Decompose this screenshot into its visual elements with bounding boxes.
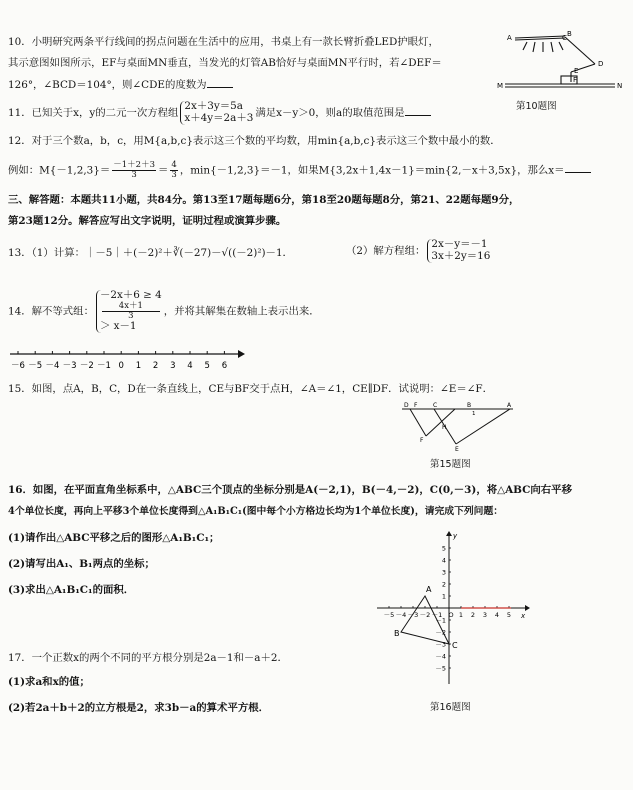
q16-label-c: C bbox=[452, 641, 458, 650]
q16-x-tick-label: －4 bbox=[395, 611, 407, 619]
q16-sub1: (1)请作出△ABC平移之后的图形△A₁B₁C₁； bbox=[8, 532, 220, 544]
q12-ex-num: －1＋2＋3 bbox=[113, 160, 155, 170]
q15-label-b: B bbox=[467, 402, 472, 409]
q14-ineq2-fraction bbox=[102, 302, 160, 321]
q12-ex-fraction bbox=[112, 161, 156, 180]
section3-line2: 第23题12分。解答应写出文字说明，证明过程或演算步骤。 bbox=[8, 215, 287, 227]
q13-part2 bbox=[346, 239, 492, 263]
q12-ex-eq: ＝ bbox=[158, 164, 169, 177]
q14-tick-label: －3 bbox=[62, 361, 77, 371]
q16-x-tick-label: 3 bbox=[482, 611, 488, 619]
q13-eq1: 2x－y＝－1 bbox=[431, 238, 488, 250]
q16-y-tick-label: 4 bbox=[441, 556, 446, 565]
q16-x-tick-label: －3 bbox=[407, 611, 419, 619]
q14-tick-label: －6 bbox=[11, 361, 25, 371]
q12-ex-value bbox=[170, 161, 177, 180]
q16-x-tick-label: 5 bbox=[506, 611, 512, 619]
q16-axis-y: y bbox=[453, 532, 458, 540]
q13-system bbox=[427, 239, 490, 263]
q15-label-1: 1 bbox=[472, 411, 476, 417]
q12-ex-val-den: 3 bbox=[171, 169, 177, 180]
q16-x-tick-label: －5 bbox=[383, 611, 395, 619]
q14-tick-label: －4 bbox=[45, 361, 60, 371]
q15-caption: 第15题图 bbox=[430, 459, 471, 470]
q15-label-f-top: F bbox=[414, 402, 418, 409]
q16-x-tick-label: 2 bbox=[470, 611, 476, 619]
q16-sub3: (3)求出△A₁B₁C₁的面积． bbox=[8, 584, 135, 596]
q12-ex-rest: ，min{－1,2,3}＝－1，如果M{3,2x＋1,4x－1}＝min{2,－x＋3,5x}，那么x＝ bbox=[179, 164, 565, 177]
q17-sub1: (1)求a和x的值； bbox=[8, 676, 90, 688]
q10-line3-text: 126°，∠BCD＝104°，则∠CDE的度数为 bbox=[8, 79, 207, 91]
q10-answer-blank[interactable] bbox=[207, 78, 233, 88]
q12-ex-den: 3 bbox=[131, 169, 137, 180]
q10-line1: 10．小明研究两条平行线间的拐点问题在生活中的应用，书桌上有一款长臂折叠LED护眼灯， bbox=[8, 36, 439, 48]
q14-tick-label: 0 bbox=[118, 361, 124, 371]
q16-line2: 4个单位长度，再向上平移3个单位长度得到△A₁B₁C₁(图中每个小方格边长均为1个单位长度)，请完成下列问题： bbox=[8, 506, 504, 517]
q14-tick-label: 5 bbox=[204, 361, 210, 371]
q12-ex-prefix: 例如：M{－1,2,3}＝ bbox=[8, 164, 111, 177]
q16-y-tick-label: 2 bbox=[441, 580, 446, 589]
q16-y-tick-label: 3 bbox=[441, 568, 446, 577]
q12-line1: 12．对于三个数a，b，c，用M{a,b,c}表示这三个数的平均数，用min{a,b,c}表示这三个数中最小的数． bbox=[8, 135, 501, 147]
q16-x-tick-label: －1 bbox=[431, 611, 443, 619]
q10-label-f: F bbox=[573, 76, 578, 84]
q16-y-tick-label: －4 bbox=[435, 652, 446, 661]
q16-x-tick-label: 4 bbox=[494, 611, 500, 619]
q14-tick-label: －1 bbox=[97, 361, 111, 371]
q10-caption: 第10题图 bbox=[516, 101, 557, 112]
q10-line2: 其示意图如图所示，EF与桌面MN垂直，当发光的灯管AB恰好与桌面MN平行时，若∠DEF＝ bbox=[8, 57, 442, 69]
q14-tick-label: 2 bbox=[152, 361, 159, 371]
q10-label-c: C bbox=[562, 34, 567, 42]
q12-ex-val-num: 4 bbox=[171, 160, 177, 170]
q16-y-tick-label: 5 bbox=[441, 544, 446, 553]
q16-y-tick-label: －5 bbox=[435, 664, 446, 673]
q15-label-h: H bbox=[442, 424, 447, 431]
q13-part1: 13．（1）计算：｜－5｜＋(－2)²＋∛(－27)－√((－2)²)－1． bbox=[8, 247, 293, 259]
q14-ineq2-rest: ＞ x－1 bbox=[99, 319, 137, 332]
q10-line3 bbox=[8, 78, 233, 91]
q16-x-tick-label: －2 bbox=[419, 611, 431, 619]
q14-system bbox=[96, 290, 162, 333]
q16-line1: 16．如图，在平面直角坐标系中，△ABC三个顶点的坐标分别是A(－2,1)，B(－4,－2)，C(0,－3)，将△ABC向右平移 bbox=[8, 484, 572, 496]
q15-label-d: D bbox=[404, 402, 409, 409]
q11 bbox=[8, 101, 431, 125]
q11-eq2: x＋4y＝2a＋3 bbox=[184, 111, 254, 124]
q15-label-a: A bbox=[507, 402, 512, 409]
q14-number-line bbox=[6, 344, 246, 376]
q14-tick-label: 4 bbox=[187, 361, 193, 371]
q13-eq2: 3x＋2y＝16 bbox=[431, 249, 491, 262]
q12-answer-blank[interactable] bbox=[565, 163, 591, 173]
q10-label-b: B bbox=[567, 30, 572, 38]
q14-ineq2-den: 3 bbox=[128, 310, 134, 321]
q15-text: 15．如图，点A，B，C，D在一条直线上，CE与BF交于点H，∠A＝∠1，CE∥DF．试说明：∠E＝∠F． bbox=[8, 383, 494, 395]
q14-tick-label: 3 bbox=[170, 361, 176, 371]
q16-y-tick-label: －3 bbox=[435, 640, 446, 649]
q14-tick-label: －5 bbox=[28, 361, 43, 371]
q11-answer-blank[interactable] bbox=[405, 106, 431, 116]
q16-sub2: (2)请写出A₁、B₁两点的坐标； bbox=[8, 558, 155, 570]
q14 bbox=[8, 290, 320, 333]
q16-caption: 第16题图 bbox=[430, 702, 471, 713]
q14-tick-label: 1 bbox=[135, 361, 142, 371]
q14-tick-label: －2 bbox=[79, 361, 94, 371]
section3-line1: 三、解答题：本题共11小题，共84分。第13至17题每题6分，第18至20题每题8分，第21、22题每题9分， bbox=[8, 194, 520, 206]
q16-coordinate-plane bbox=[371, 530, 531, 690]
q16-y-tick-label: －1 bbox=[435, 616, 446, 625]
q16-axis-x: x bbox=[521, 612, 526, 620]
q16-y-tick-label: －2 bbox=[435, 628, 446, 637]
q11-prefix: 11．已知关于x，y的二元一次方程组 bbox=[8, 106, 179, 119]
q17-line1: 17．一个正数x的两个不同的平方根分别是2a－1和－a＋2． bbox=[8, 652, 288, 664]
q10-label-d: D bbox=[598, 60, 604, 68]
q15-label-e: E bbox=[455, 446, 459, 452]
q11-suffix: 满足x－y＞0，则a的取值范围是 bbox=[255, 106, 405, 119]
q15-label-c: C bbox=[433, 402, 438, 409]
q11-eq1: 2x＋3y＝5a bbox=[184, 100, 243, 112]
q14-suffix: ，并将其解集在数轴上表示出来． bbox=[163, 305, 320, 318]
q14-ineq1: －2x＋6 ≥ 4 bbox=[99, 289, 162, 301]
q11-system bbox=[180, 101, 253, 125]
q10-figure bbox=[475, 28, 625, 100]
q14-ineq2-num: 4x＋1 bbox=[102, 302, 160, 312]
q10-label-m: M bbox=[497, 82, 504, 90]
q10-label-e: E bbox=[574, 67, 579, 75]
q16-x-tick-label: O bbox=[448, 611, 454, 619]
q16-x-tick-label: 1 bbox=[458, 611, 464, 619]
q17-sub2: (2)若2a＋b＋2的立方根是2，求3b－a的算术平方根． bbox=[8, 702, 270, 714]
q14-prefix: 14．解不等式组： bbox=[8, 305, 94, 318]
q15-figure bbox=[400, 400, 515, 452]
q10-label-a: A bbox=[507, 34, 512, 42]
q15-label-f: F bbox=[420, 437, 424, 444]
q14-tick-label: 6 bbox=[221, 361, 228, 371]
q16-label-a: A bbox=[426, 585, 432, 594]
q16-label-b: B bbox=[394, 629, 400, 638]
q10-label-n: N bbox=[617, 82, 623, 90]
q16-y-tick-label: 1 bbox=[441, 592, 446, 601]
q12-example bbox=[8, 161, 591, 180]
q13-part2-prefix: （2）解方程组： bbox=[346, 244, 426, 257]
